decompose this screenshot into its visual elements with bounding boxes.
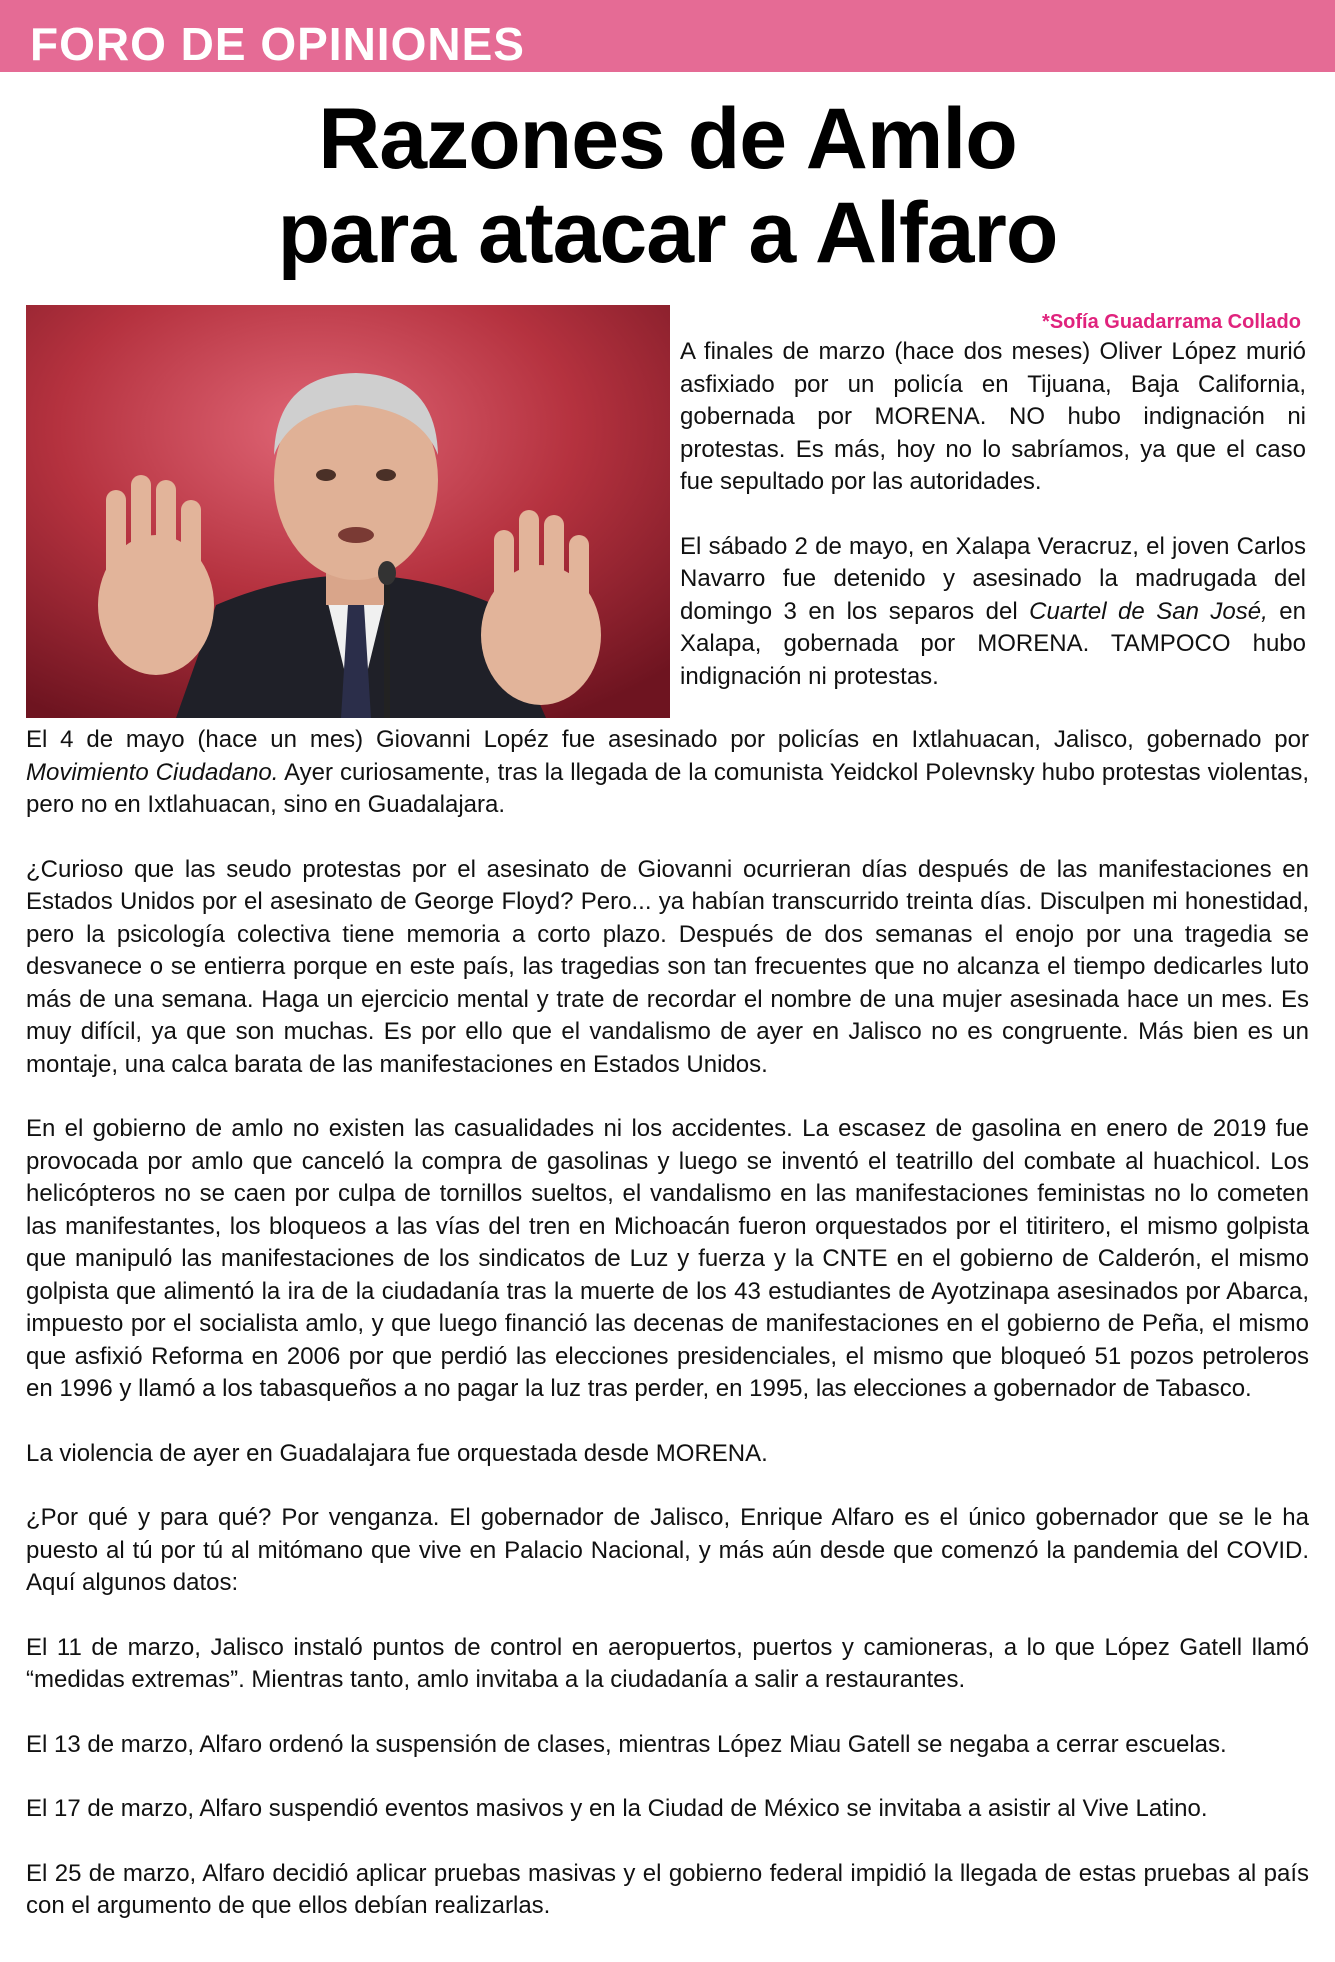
body-paragraph: ¿Por qué y para qué? Por venganza. El gobernador de Jalisco, Enrique Alfaro es el único gobernador que se le ha puesto al tú por tú al mitómano que vive en Palacio Nacional, y más aún desde que comenzó la pandemia del COVID. Aquí algunos datos: bbox=[26, 1504, 1309, 1596]
paragraph-giovanni-after: Ayer curiosamente, tras la llegada de la comunista Yeidckol Polevnsky hubo protestas violentas, pero no en Ixtlahuacan, sino en Guadalajara. bbox=[26, 758, 1310, 818]
side-column bbox=[680, 336, 1306, 725]
headline bbox=[0, 92, 1335, 280]
section-header-bar bbox=[0, 0, 1335, 72]
article-body bbox=[26, 724, 1309, 1955]
paragraph-carlos-after: en Xalapa, gobernada por MORENA. TAMPOCO hubo indignación ni protestas. bbox=[680, 597, 1306, 690]
body-paragraph: El 25 de marzo, Alfaro decidió aplicar pruebas masivas y el gobierno federal impidió la llegada de estas pruebas al país con el argumento de que ellos debían realizarlas. bbox=[26, 1859, 1309, 1919]
author-byline: *Sofía Guadarrama Collado bbox=[1042, 311, 1301, 333]
paragraph-giovanni-before: El 4 de mayo (hace un mes) Giovanni Lopéz fue asesinado por policías en Ixtlahuacan, Jalisco, gobernado por bbox=[26, 726, 1309, 753]
body-paragraph: El 17 de marzo, Alfaro suspendió eventos masivos y en la Ciudad de México se invitaba a asistir al Vive Latino. bbox=[26, 1795, 1208, 1822]
headline-line-2: para atacar a Alfaro bbox=[277, 185, 1058, 281]
section-label: FORO DE OPINIONES bbox=[30, 18, 525, 70]
headline-line-1: Razones de Amlo bbox=[318, 91, 1017, 187]
body-paragraph: El 11 de marzo, Jalisco instaló puntos de control en aeropuertos, puertos y camioneras, a lo que López Gatell llamó “medidas extremas”. Mientras tanto, amlo invitaba a la ciudadanía a salir a restaurantes. bbox=[26, 1633, 1309, 1693]
paragraph-carlos-before: El sábado 2 de mayo, en Xalapa Veracruz, el joven Carlos Navarro fue detenido y asesinado la madrugada del domingo 3 en los separos del bbox=[680, 532, 1306, 625]
paragraph-giovanni-italic: Movimiento Ciudadano. bbox=[26, 758, 279, 786]
body-paragraph: ¿Curioso que las seudo protestas por el asesinato de Giovanni ocurrieran días después de las manifestaciones en Estados Unidos por el asesinato de George Floyd? Pero... ya habían transcurrido treinta días. Disculpen mi honestidad, pero la psicología colectiva tiene memoria a corto plazo. Después de dos semanas el enojo por una tragedia se desvanece o se entierra porque en este país, las tragedias son tan frecuentes que no alcanza el tiempo dedicarles luto más de una semana. Haga un ejercicio mental y trate de recordar el nombre de una mujer asesinada hace un mes. Es muy difícil, ya que son muchas. Es por ello que el vandalismo de ayer en Jalisco no es congruente. Más bien es un montaje, una calca barata de las manifestaciones en Estados Unidos. bbox=[26, 855, 1309, 1078]
paragraph-carlos bbox=[680, 531, 1306, 694]
paragraph-carlos-italic: Cuartel de San José, bbox=[1029, 597, 1268, 625]
body-paragraph: El 13 de marzo, Alfaro ordenó la suspensión de clases, mientras López Miau Gatell se negaba a cerrar escuelas. bbox=[26, 1730, 1227, 1758]
body-paragraph: La violencia de ayer en Guadalajara fue orquestada desde MORENA. bbox=[26, 1439, 768, 1467]
portrait-photo bbox=[26, 305, 670, 718]
paragraph-giovanni bbox=[26, 724, 1309, 822]
body-paragraph: En el gobierno de amlo no existen las casualidades ni los accidentes. La escasez de gasolina en enero de 2019 fue provocada por amlo que canceló la compra de gasolinas y luego se inventó el teatrillo del combate al huachicol. Los helicópteros no se caen por culpa de tornillos sueltos, el vandalismo en las manifestaciones feministas no lo cometen las manifestantes, los bloqueos a las vías del tren en Michoacán fueron orquestados por el titiritero, el mismo golpista que manipuló las manifestaciones de los sindicatos de Luz y fuerza y la CNTE en el gobierno de Calderón, el mismo golpista que alimentó la ira de la ciudadanía tras la muerte de los 43 estudiantes de Ayotzinapa asesinados por Abarca, impuesto por el socialista amlo, y que luego financió las decenas de manifestaciones en el gobierno de Peña, el mismo que asfixió Reforma en 2006 por que perdió las elecciones presidenciales, el mismo que bloqueó 51 pozos petroleros en 1996 y llamó a los tabasqueños a no pagar la luz tras perder, en 1995, las elecciones a gobernador de Tabasco. bbox=[26, 1115, 1309, 1402]
portrait-illustration bbox=[26, 305, 670, 718]
paragraph-oliver: A finales de marzo (hace dos meses) Oliver López murió asfixiado por un policía en Tijuana, Baja California, gobernada por MORENA. NO hubo indignación ni protestas. Es más, hoy no lo sabríamos, ya que el caso fue sepultado por las autoridades. bbox=[680, 338, 1306, 495]
